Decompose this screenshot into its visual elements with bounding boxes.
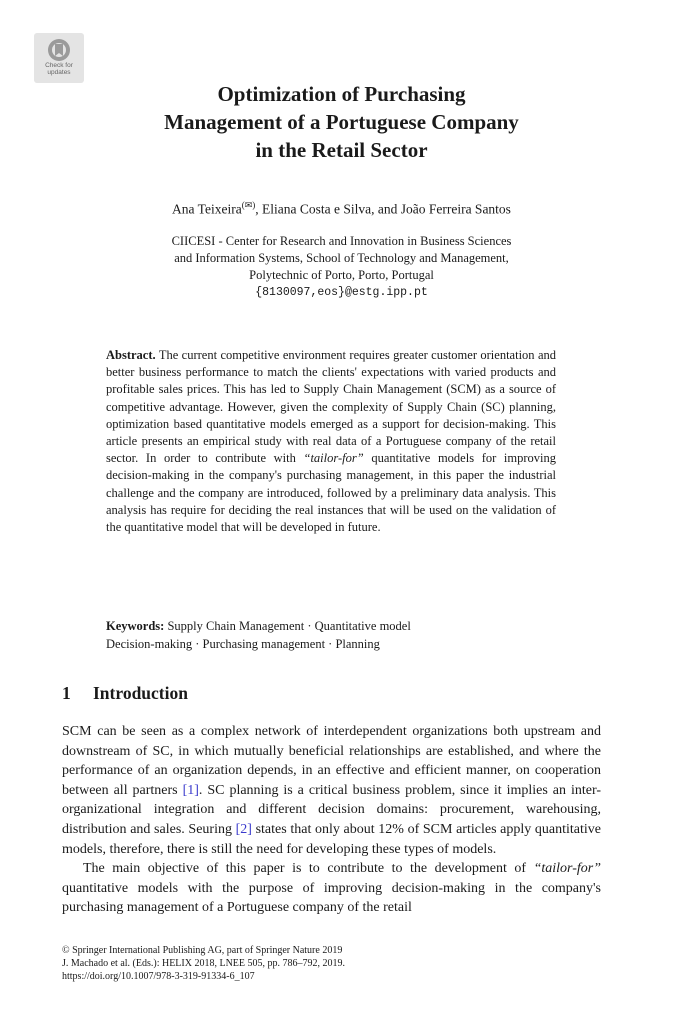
affiliation-line-2: and Information Systems, School of Technology and Management, xyxy=(174,251,509,265)
p2-italic: “tailor-for” xyxy=(533,861,601,877)
keywords xyxy=(106,617,556,653)
keywords-line-2: Decision-making · Purchasing management · Planning xyxy=(106,637,380,651)
affiliation-line-3: Polytechnic of Porto, Porto, Portugal xyxy=(249,268,434,282)
author-list xyxy=(60,200,623,218)
p2-text-a: The main objective of this paper is to contribute to the development of xyxy=(83,861,534,877)
corresponding-mark: (✉) xyxy=(241,200,256,210)
footer-line-1: © Springer International Publishing AG, part of Springer Nature 2019 xyxy=(62,945,343,956)
abstract-text-a: The current competitive environment requires greater customer orientation and better business performance to match the clients' expectations with varied products and profitable sales prices. This has led to Supply Chain Management (SCM) as a source of competitive advantage. However, given the complexity of Supply Chain (SC) planning, optimization based quantitative models emerged as a support for decision-making. This article presents an empirical study with real data of a Portuguese company of the retail sector. In order to contribute with xyxy=(106,348,556,466)
citation-1[interactable]: [1] xyxy=(182,782,199,798)
check-for-updates-badge[interactable] xyxy=(34,33,84,83)
author-first: Ana Teixeira xyxy=(172,201,242,217)
body-text xyxy=(62,722,601,918)
section-number: 1 xyxy=(62,683,71,703)
affiliation xyxy=(60,233,623,301)
title-line-2: Management of a Portuguese Company xyxy=(164,110,519,134)
p1-text-b: . SC planning is a critical business problem, since it implies an inter-organizational integration and different decision domains: procurement, warehousing, distribution and sales. Seuring xyxy=(62,782,601,837)
paragraph-2 xyxy=(62,859,601,918)
keywords-line-1: Supply Chain Management · Quantitative model xyxy=(164,619,411,633)
citation-2[interactable]: [2] xyxy=(235,821,252,837)
keywords-label: Keywords: xyxy=(106,619,165,633)
author-rest: , Eliana Costa e Silva, and João Ferreira Santos xyxy=(255,201,511,217)
abstract-text-b: quantitative models for improving decision-making in the company's purchasing management, in this paper the industrial challenge and the company are introduced, followed by a preliminary data analysis. This analysis has require for deciding the real instances that will be used on the validation of the quantitative model that will be developed in future. xyxy=(106,451,556,535)
badge-text-2: updates xyxy=(47,69,71,76)
abstract-label: Abstract. xyxy=(106,348,156,362)
section-heading xyxy=(62,683,188,704)
p1-text-a: SCM can be seen as a complex network of interdependent organizations both upstream and downstream of SC, in which mutually beneficial relationships are established, and where the performance of an organization depends, in an effective and efficient manner, on cooperation between all partners xyxy=(62,724,601,798)
title-line-1: Optimization of Purchasing xyxy=(217,82,466,106)
section-title: Introduction xyxy=(93,683,188,703)
abstract-italic: “tailor-for” xyxy=(303,451,364,466)
title-line-3: in the Retail Sector xyxy=(255,138,428,162)
bookmark-icon xyxy=(47,38,71,62)
p1-text-c: states that only about 12% of SCM articles apply quantitative models, therefore, there is still the need for developing these types of models. xyxy=(62,821,601,857)
footer-line-2: J. Machado et al. (Eds.): HELIX 2018, LNEE 505, pp. 786–792, 2019. xyxy=(62,958,346,969)
badge-text-1: Check for xyxy=(45,62,73,69)
abstract xyxy=(106,347,556,536)
p2-text-b: quantitative models with the purpose of improving decision-making in the company's purchasing management of a Portuguese company of the retail xyxy=(62,880,601,916)
doi-link[interactable]: https://doi.org/10.1007/978-3-319-91334-6_107 xyxy=(62,971,255,982)
email[interactable]: {8130097,eos}@estg.ipp.pt xyxy=(255,286,428,299)
copyright-footer xyxy=(62,944,345,983)
affiliation-line-1: CIICESI - Center for Research and Innovation in Business Sciences xyxy=(171,234,512,248)
paper-title xyxy=(60,80,623,164)
paragraph-1 xyxy=(62,722,601,859)
